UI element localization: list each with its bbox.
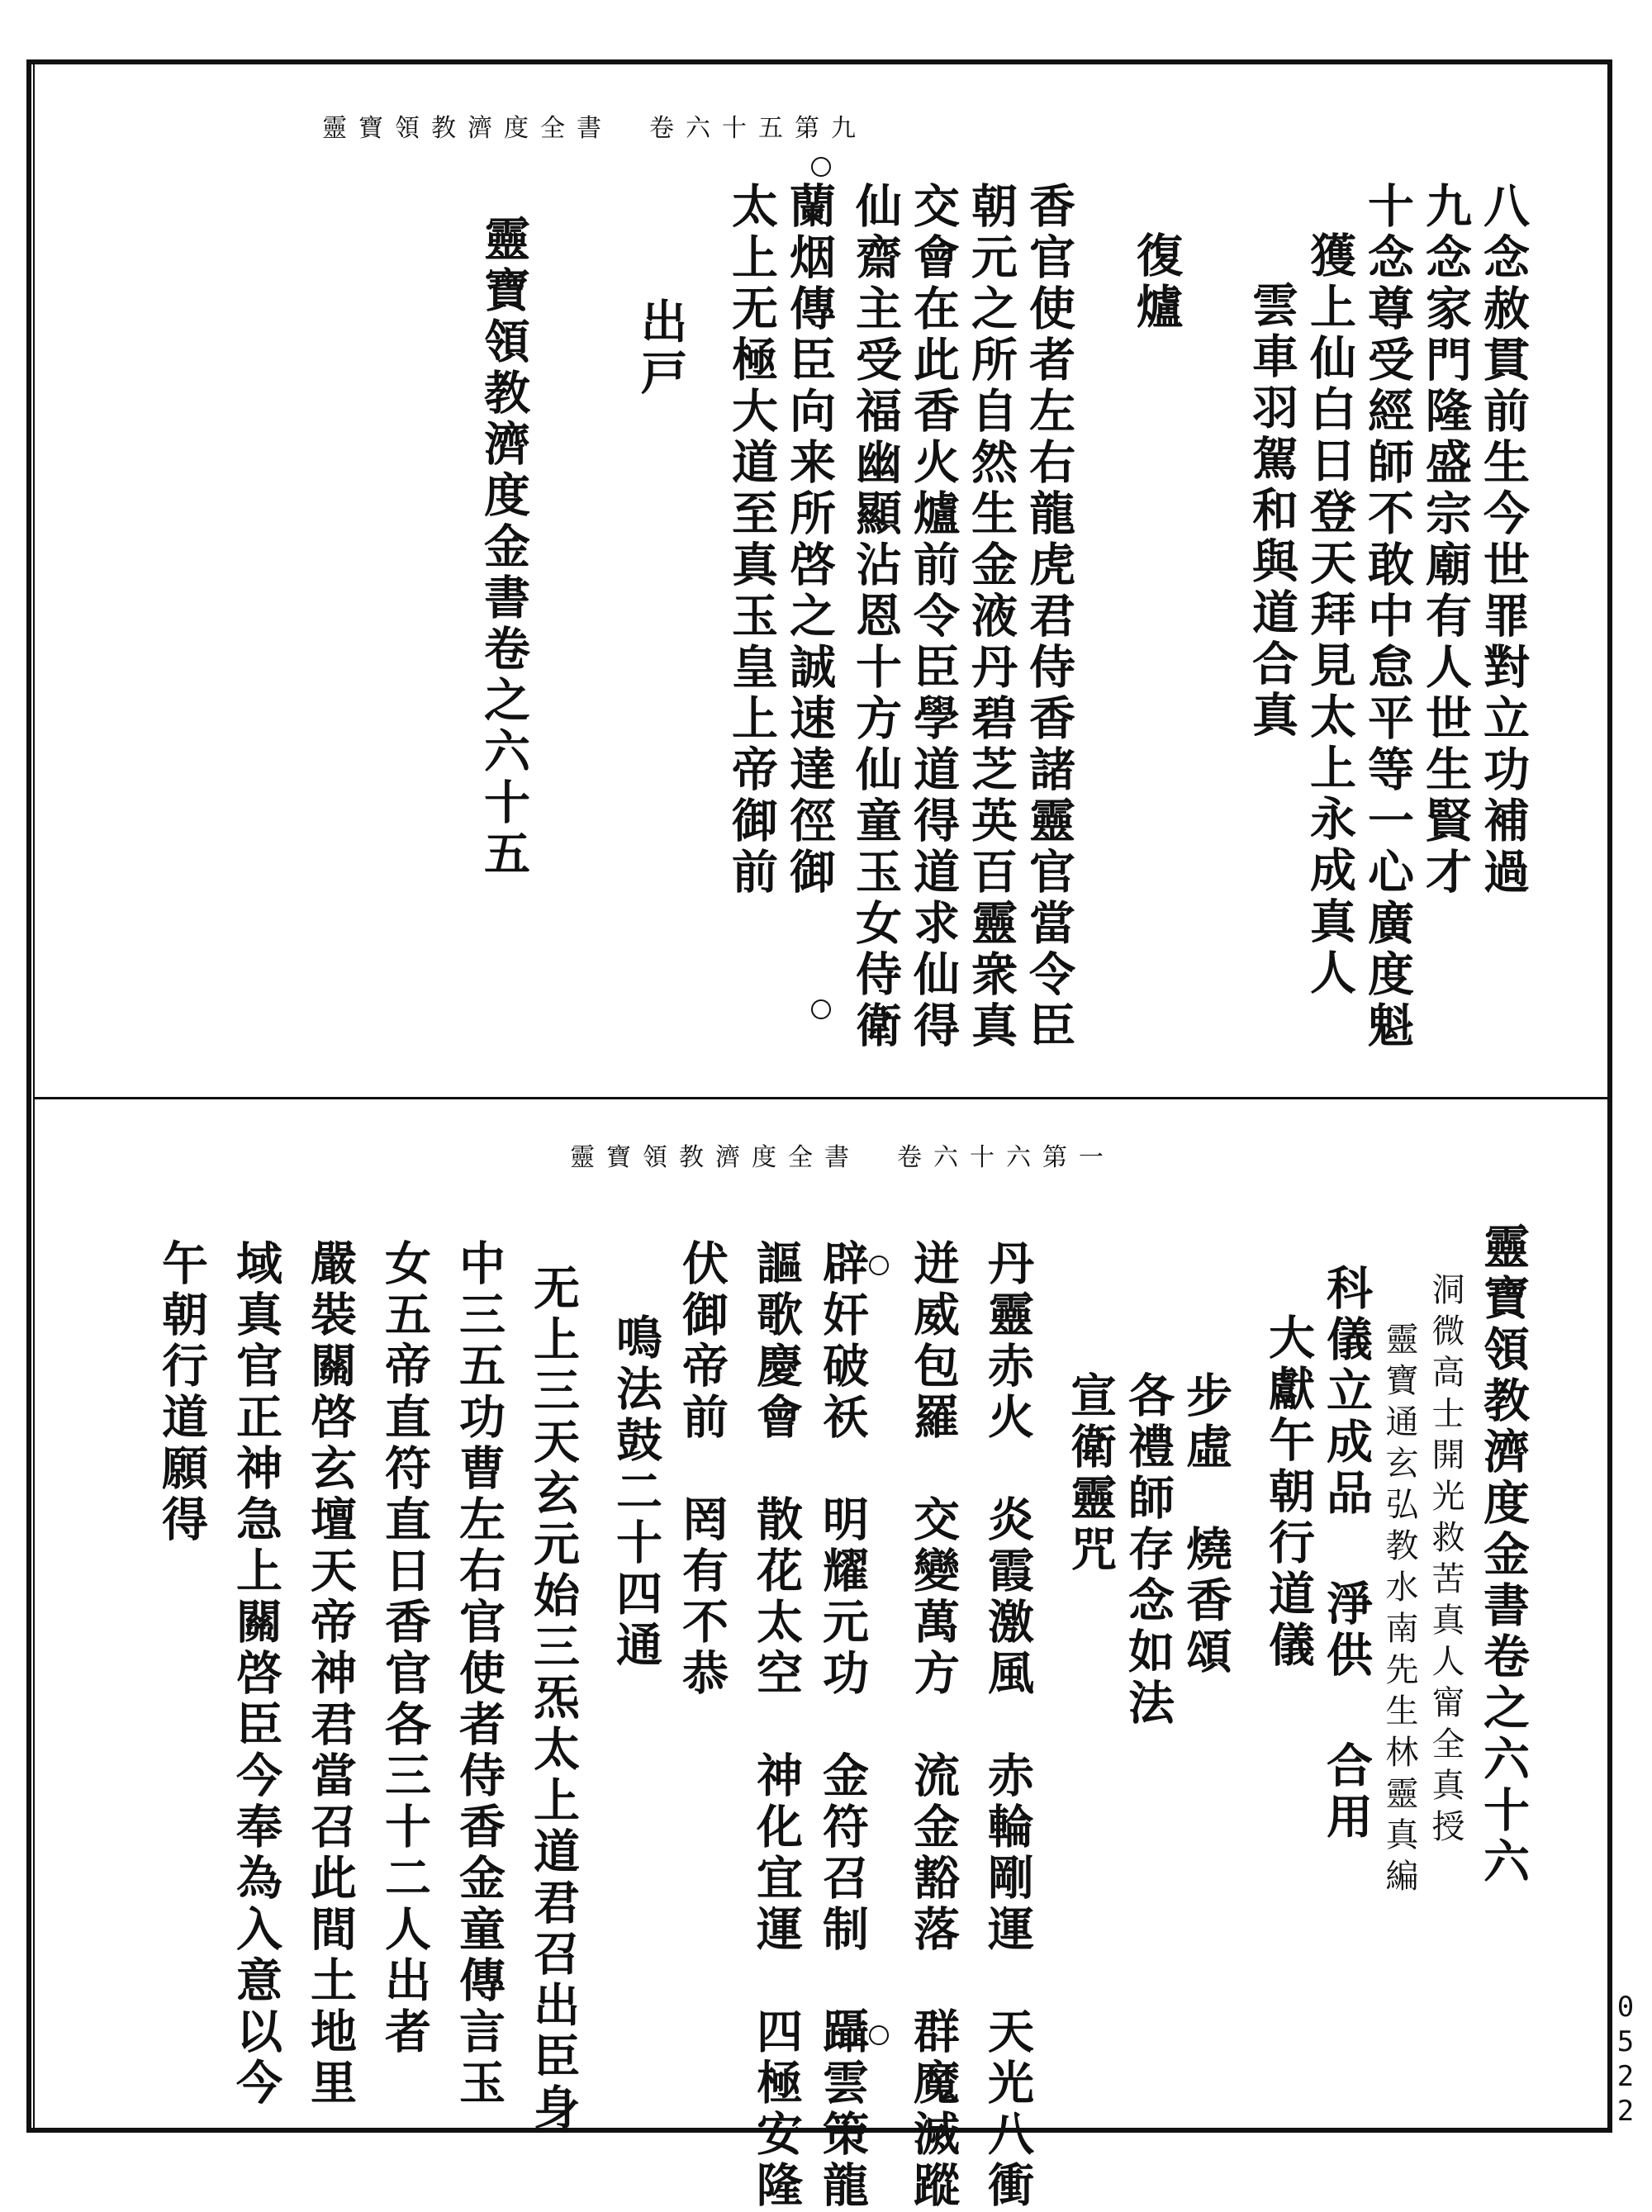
circle-mark-icon xyxy=(811,999,831,1019)
circle-mark-icon xyxy=(869,2025,889,2045)
panel-divider xyxy=(33,1097,1609,1099)
text-column: 丹靈赤火 炎霞激風 赤輪剛運 天光八衝 xyxy=(980,1239,1035,2212)
section-heading: 出戸 xyxy=(634,297,688,400)
section-heading: 鳴法鼓二十四通 xyxy=(609,1313,663,1672)
text-column: 中三五功曹左右官使者侍香金童傳言玉 xyxy=(452,1239,506,2110)
text-column: 辟奸破祅 明耀元功 金符召制 躡雲策龍 xyxy=(815,1239,870,2212)
text-column: 香官使者左右龍虎君侍香諸靈官當令臣 xyxy=(1022,182,1076,1052)
text-column: 朝元之所自然生金液丹碧芝英百靈衆真 xyxy=(964,182,1018,1052)
text-column: 雲車羽駕和與道合真 xyxy=(1245,281,1299,742)
text-column: 蘭烟傳臣向来所啓之誠速達徑御 xyxy=(782,182,837,899)
text-column: 九念家門隆盛宗廟有人世生賢才 xyxy=(1418,182,1473,899)
text-column: 仙齋主受福幽顯沾恩十方仙童玉女侍衛 xyxy=(848,182,903,1052)
text-column: 十念尊受經師不敢中怠平等一心廣度魁 xyxy=(1360,182,1415,1052)
author-line: 洞微高士開光救苦真人甯全真授 xyxy=(1427,1272,1464,1850)
text-column: 迸威包羅 交變萬方 流金豁落 群魔滅蹤 xyxy=(906,1239,961,2212)
text-column: 无上三天玄元始三炁太上道君召出臣身 xyxy=(526,1264,581,2134)
editor-line: 靈寶通玄弘教水南先生林靈真編 xyxy=(1380,1322,1418,1900)
text-column: 女五帝直符直日香官各三十二人出者 xyxy=(377,1239,432,2058)
text-column: 午朝行道願得 xyxy=(154,1239,209,1546)
text-column: 宣衛靈咒 xyxy=(1063,1371,1118,1576)
circle-mark-icon xyxy=(811,157,831,177)
text-column: 嚴裝關啓玄壇天帝神君當召此間土地里 xyxy=(303,1239,358,2110)
text-column: 步虛 燒香頌 xyxy=(1179,1371,1233,1678)
page-number: 0522 xyxy=(1609,1991,1642,2129)
text-column: 交會在此香火爐前令臣學道得道求仙得 xyxy=(906,182,961,1052)
bottom-page xyxy=(50,1107,1594,2212)
text-column: 伏御帝前 罔有不恭 xyxy=(675,1239,729,1700)
scroll-title: 靈寶領教濟度金書卷之六十五 xyxy=(477,215,531,881)
section-heading: 復爐 xyxy=(1129,231,1184,334)
text-column: 太上无極大道至真玉皇上帝御前 xyxy=(724,182,779,899)
top-page xyxy=(50,74,1594,1090)
bottom-page-header: 靈寶領教濟度全書 卷六十六第一 xyxy=(570,1143,1115,1172)
circle-mark-icon xyxy=(869,1256,889,1275)
ritual-title: 大獻午朝行道儀 xyxy=(1261,1313,1316,1672)
top-page-header: 靈寶領教濟度全書 卷六十五第九 xyxy=(322,114,867,143)
text-column: 域真官正神急上關啓臣今奉為入意以今 xyxy=(229,1239,283,2110)
text-column: 八念赦貫前生今世罪對立功補過 xyxy=(1476,182,1531,899)
text-column: 各禮師存念如法 xyxy=(1121,1371,1175,1730)
text-column: 謳歌慶會 散花太空 神化宜運 四極安隆 xyxy=(749,1239,804,2212)
scroll-title: 靈寶領教濟度金書卷之六十六 xyxy=(1476,1222,1531,1888)
text-column: 科儀立成品 淨供 合用 xyxy=(1319,1264,1374,1844)
text-column: 獲上仙白日登天拜見太上永成真人 xyxy=(1303,231,1357,999)
